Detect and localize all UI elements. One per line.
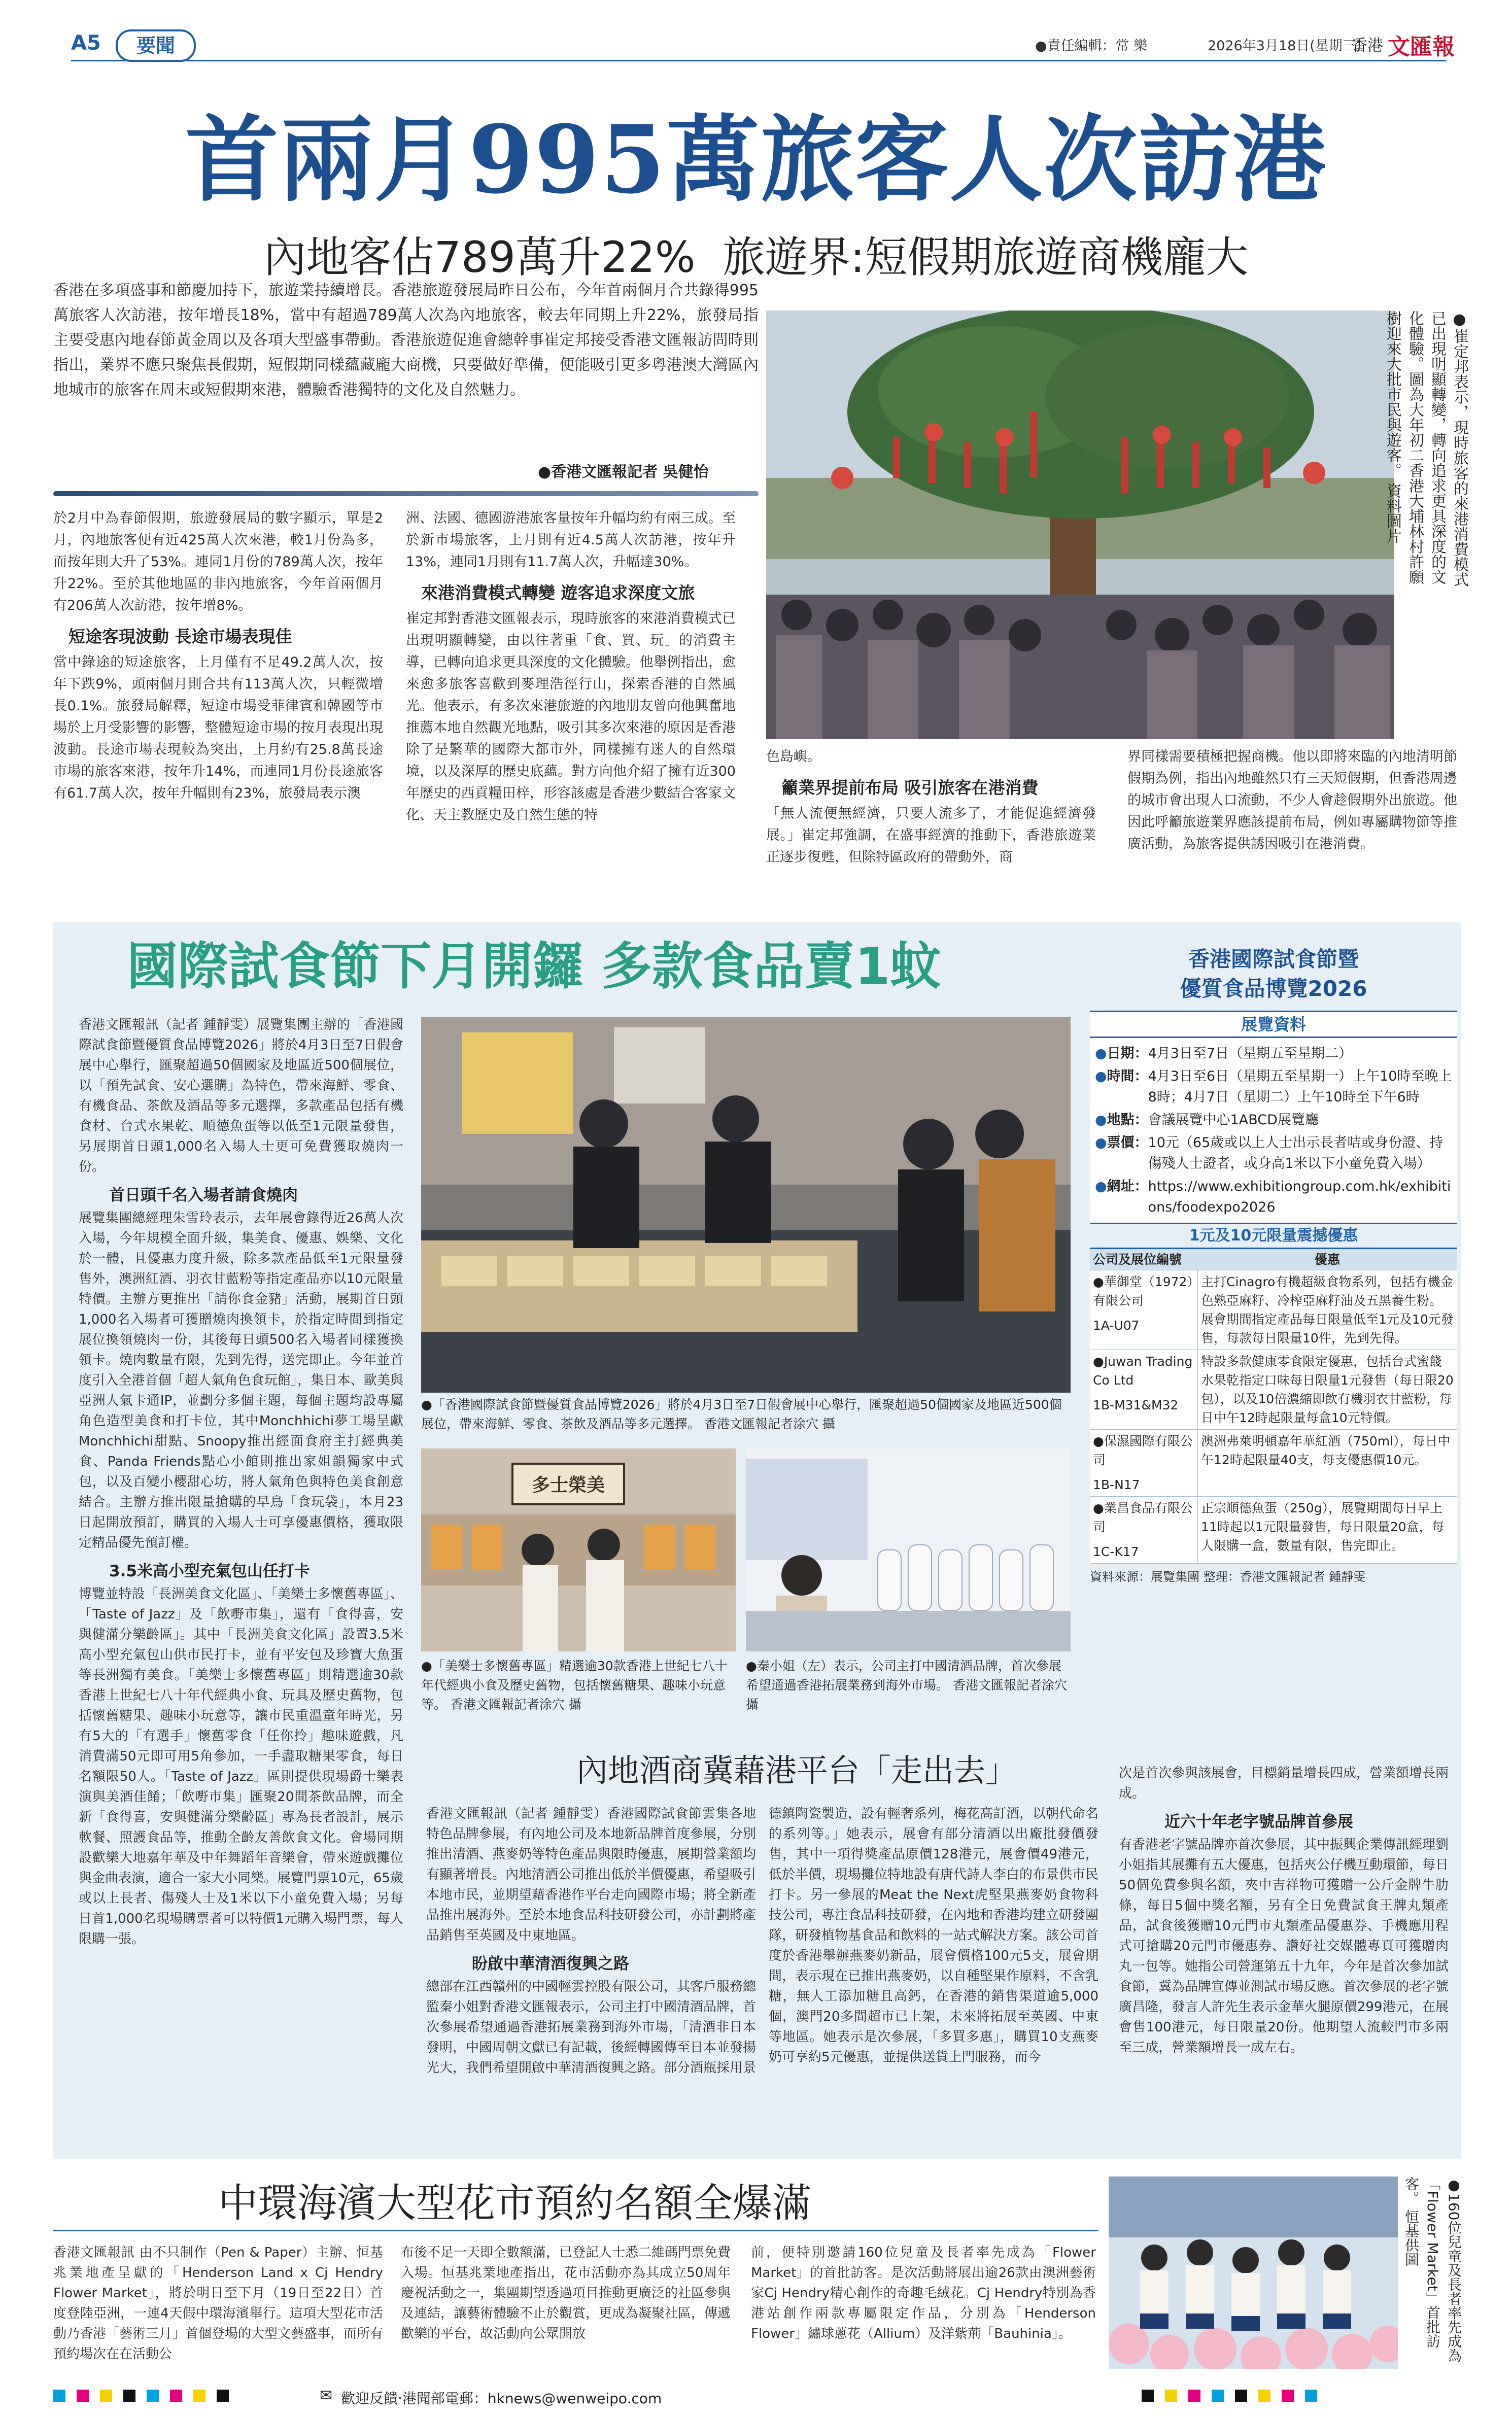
deals-header: 1元及10元限量震撼優惠 (1090, 1223, 1457, 1249)
paper-prefix: 香港 (1352, 37, 1383, 55)
food-column-1 (79, 1015, 403, 1949)
issue-date: 2026年3月18日(星期三) (1208, 38, 1362, 54)
paper-logo: 文匯報 (1388, 34, 1455, 60)
deals-table (1090, 1249, 1457, 1564)
liquor-col1-text: 香港文匯報訊（記者 鍾靜雯）香港國際試食節雲集各地特色品牌參展，有內地公司及本地新品牌首度參展，分別推出清酒、燕麥奶等特色產品與限時優惠，展期營業額均有顯著增長。內地清酒公司推出低於半價優惠，希望吸引本地市民，並期望藉香港作平台走向國際市場；將全新產品推出展海外。至於本地食品科技研發公司，亦計劃將產品銷售至英國及中東地區。 (426, 1806, 757, 1943)
editor-credit: ●責任編輯：常 樂 (1035, 38, 1148, 54)
liquor-subhead-2: 近六十年老字號品牌首參展 (1164, 1813, 1353, 1831)
food-col1-text: 香港文匯報訊（記者 鍾靜雯）展覽集團主辦的「香港國際試食節暨優質食品博覽2026」將於4月3日至7日假會展中心舉行，匯聚超過50個國家及地區近500個展位，以「預先試食、安心選購」為特色，帶來海鮮、零食、有機食品、茶飲及酒品等多元選擇，多款產品包括有機食材、台式水果乾、順德魚蛋等以低至1元限量發售，另展期首日頭1,000名入場人士更可免費獲取燒肉一份。 (79, 1017, 403, 1175)
expo-info-value: 10元（65歲或以上人士出示長者咭或身份證、持傷殘人士證者，或身高1米以下小童免費入場） (1148, 1135, 1444, 1171)
expo-info-label: 時間： (1107, 1068, 1148, 1084)
liquor-column-2: 德鎮陶瓷製造，設有輕奢系列，梅花高訂酒，以朝代命名的系列等。」她表示，展會有部分清酒以出廠批發價發售，其中一項得獎產品原價128港元，展會價49港元，低於半價，現場攤位特地設有唐代詩人李白的布景供市民打卡。另一參展的Meat the Next虎堅果燕麥奶食物科技公司，專注食品科技研發，在內地和香港均建立研發團隊，研發植物基食品和飲料的一站式解決方案。該公司首度於香港舉辦燕麥奶新品，展會價格100元5支，展會期間，表示現在已推出燕麥奶，以自種堅果作原料，不含乳糖，無人工添加糖且高鈣，在香港的銷售渠道逾5,000個，澳門20多間超市已上架，未來將拓展至英國、中東等地區。她表示是次參展，「多買多惠」，購買10支燕麥奶可享約5元優惠，並提供送貨上門服務，而今 (769, 1806, 1099, 2065)
deal-offer: 正宗順德魚蛋（250g），展覽期間每日早上11時起以1元限量發售，每日限量20盒，每人限購一盒，數量有限，售完即止。 (1201, 1501, 1445, 1553)
flower-column-2: 布後不足一天即全數額滿，已登記人士悉二維碼門票免費入場。恒基兆業地產指出，花市活動亦為其成立50周年慶祝活動之一，集團期望透過項目推動更廣泛的社區參與及連結，讓藝術體驗不止於觀賞，更成為凝聚社區，傳遞歡樂的平台，故活動向公眾開放 (401, 2245, 731, 2341)
deal-offer: 澳洲弗萊明頓嘉年華紅酒（750ml），每日中午12時起限量40支，每支優惠價10元。 (1201, 1434, 1451, 1467)
deal-booth: 1B-M31&M32 (1093, 1398, 1179, 1412)
lead-photo-caption: ●崔定邦表示，現時旅客的來港消費模式已出現明顯轉變，轉向追求更具深度的文化體驗。圖為大年初二香港大埔林村許願樹迎來大批市民與遊客。 資料圖片 (1384, 310, 1468, 587)
lead-photo-wishing-tree (766, 310, 1394, 739)
expo-box-title-2: 優質食品博覽2026 (1180, 976, 1367, 1001)
deals-table-row (1090, 1430, 1457, 1497)
liquor-column-3 (1119, 1763, 1449, 2058)
lead-intro: 香港在多項盛事和節慶加持下，旅遊業持續增長。香港旅遊發展局昨日公布，今年首兩個月合共錄得995萬旅客人次訪港，按年增長18%，當中有超過789萬人次為內地旅客，較去年同期上升22%，旅發局指主要受惠內地春節黃金周以及各項大型盛事帶動。香港旅遊促進會總幹事崔定邦接受香港文匯報訪問時則指出，業界不應只聚焦長假期，短假期同樣蘊藏龐大商機，只要做好準備，便能吸引更多粵港澳大灣區內地城市的旅客在周末或短假期來港，體驗香港獨特的文化及自然魅力。 (53, 282, 759, 399)
liquor-col3-text-b: 有香港老字號品牌亦首次參展，其中振興企業傳訊經理劉小姐指其展攤有五大優惠，包括夾公仔機互動環節，每日50個免費參與名額，夾中吉祥物可獲贈一公斤金牌牛肋條，每日5個中獎名額，另有全日免費試食王牌丸類產品，試食後獲贈10元門市丸類產品優惠券、手機應用程式可搶購20元門市優惠券、讚好社交媒體專頁可獲贈肉丸一包等。她指公司營運第五十九年，今年是首次參加試食節，冀為品牌宣傳並測試市場反應。首次參展的老字號廣昌隆，發言人許先生表示金華火腿原價299港元，在展會售100港元，每日限量20份。他期望人流較門市多兩至三成，營業額增長一成左右。 (1119, 1837, 1449, 2055)
food-photo-retro-shop (421, 1448, 736, 1651)
deals-col-company: 公司及展位編號 (1093, 1252, 1182, 1267)
lead-column-3 (766, 746, 1096, 868)
lead-subhead-3: 籲業界提前布局 吸引旅客在港消費 (781, 778, 1039, 798)
lead-col1-text-b: 當中錄途的短途旅客，上月僅有不足49.2萬人次，按年下跌9%，頭兩個月則合共有113萬人次，只輕微增長0.1%。旅發局解釋，短途市場受菲律賓和韓國等市場於上月受影響的影響，整體短途市場的按月表現出現波動。長途市場表現較為突出，上月約有25.8萬長途市場的旅客來港，按年升14%，而連同1月份長途旅客有61.7萬人次，按年升幅則有23%，旅發局表示澳 (53, 654, 383, 801)
lead-subhead-2: 來港消費模式轉變 遊客追求深度文旅 (421, 583, 695, 603)
expo-info-value: https://www.exhibitiongroup.com.hk/exhibitions/foodexpo2026 (1148, 1179, 1451, 1215)
lead-col3-text-b: 「無人流便無經濟，只要人流多了，才能促進經濟發展。」崔定邦強調，在盛事經濟的推動下，香港旅遊業正逐步復甦，但除特區政府的帶動外，商 (766, 806, 1096, 865)
flower-photo-caption: ●160位兒童及長者率先成為「Flower Market」首批訪客。 恒基供圖 (1403, 2177, 1462, 2363)
flower-rule (53, 2230, 1098, 2231)
deals-table-row (1090, 1270, 1457, 1350)
food-photo1-caption: ●「香港國際試食節暨優質食品博覽2026」將於4月3日至7日假會展中心舉行，匯聚超過50個國家及地區近500個展位，帶來海鮮、零食、茶飲及酒品等多元選擇。 香港文匯報記者涂穴 攝 (421, 1397, 1062, 1431)
lead-col2-text-b: 崔定邦對香港文匯報表示，現時旅客的來港消費模式已出現明顯轉變，由以往著重「食、買、玩」的消費主導，已轉向追求更具深度的文化體驗。他舉例指出，愈來愈多旅客喜歡到麥理浩徑行山，探索香港的自然風光。他表示，有多次來港旅遊的內地朋友曾向他興奮地推薦本地自然觀光地點，吸引其多次來港的原因是香港除了是繁華的國際大都市外，同樣擁有迷人的自然環境，以及深厚的歷史底蘊。對方向他介紹了擁有近300年歷史的西貢糧田梓，形容該處是香港少數結合客家文化、天主教歷史及自然生態的特 (406, 611, 736, 823)
color-registration-strip-right (1142, 2390, 1317, 2402)
lead-rule (53, 491, 759, 496)
deals-table-row (1090, 1350, 1457, 1430)
lead-col3-text: 色島嶼。 (766, 749, 821, 765)
deals-source: 資料來源：展覽集團 整理：香港文匯報記者 鍾靜雯 (1090, 1570, 1366, 1584)
food-photo2-caption: ●「美樂士多懷舊專區」精選逾30款香港上世紀七八十年代經典小食及歷史舊物，包括懷舊糖果、趣味小玩意等。 香港文匯報記者涂穴 攝 (421, 1659, 728, 1712)
expo-info-value: 4月3日至6日（星期五至星期一）上午10時至晚上8時；4月7日（星期二）上午10時至下午6時 (1148, 1068, 1452, 1105)
expo-info-label: 網址： (1107, 1179, 1148, 1194)
liquor-col3-text: 次是首次參與該展會，目標銷量增長四成，營業額增長兩成。 (1119, 1766, 1449, 1801)
expo-info-item: ● 票價： 10元（65歲或以上人士出示長者咭或身份證、持傷殘人士證者，或身高1米以下小童免費入場） (1095, 1132, 1452, 1174)
feedback-email-icon: ✉ (320, 2387, 333, 2404)
expo-info-list (1090, 1038, 1457, 1223)
food-subhead-2: 3.5米高小型充氣包山任打卡 (109, 1562, 310, 1580)
flower-headline: 中環海濱大型花市預約名額全爆滿 (218, 2181, 812, 2226)
expo-info-item: ● 網址： https://www.exhibitiongroup.com.hk/exhibitions/foodexpo2026 (1095, 1176, 1452, 1218)
food-headline: 國際試食節下月開鑼 多款食品賣1蚊 (127, 937, 941, 996)
liquor-col1-text-b: 總部在江西贛州的中國輕雲控股有限公司，其客戶服務總監秦小姐對香港文匯報表示，公司主打中國清酒品牌，首次參展希望通過香港拓展業務到海外市場，「清酒非日本發明，中國周朝文獻已有記載，後經轉國傳至日本並發揚光大，我們希望開啟中華清酒復興之路。部分酒瓶採用景 (426, 1979, 757, 2076)
deals-col-offer: 優惠 (1314, 1252, 1340, 1267)
expo-info-header: 展覽資料 (1090, 1011, 1457, 1038)
expo-box-title-1: 香港國際試食節暨 (1188, 947, 1359, 972)
deal-booth: 1A-U07 (1093, 1318, 1140, 1333)
flower-column-3: 前，便特別邀請160位兒童及長者率先成為「Flower Market」的首批訪客。是次活動將展出逾26款由澳洲藝術家Cj Hendry精心創作的奇趣毛絨花。Cj Hendry特別為香港站創作兩款專屬限定作品，分別為「Henderson Flower」繡球蔥花（Allium）及洋紫荊「Bauhinia」。 (751, 2245, 1096, 2341)
color-registration-strip (53, 2390, 229, 2402)
deal-offer: 特設多款健康零食限定優惠，包括台式蜜餞水果乾指定口味每日限量1元發售（每日限20包），以及10倍濃縮即飲有機羽衣甘藍粉，每日中午12時起限量每盒10元特價。 (1201, 1354, 1454, 1425)
lead-subhead-1: 短途客現波動 長途市場表現佳 (68, 627, 292, 646)
flower-photo-children (1109, 2177, 1398, 2369)
flower-column-1: 香港文匯報訊 由不只制作（Pen & Paper）主辦、恒基兆業地產呈獻的「Henderson Land x Cj Hendry Flower Market」，將於明日至下月（19日至22日）首度登陸亞洲，一連4天假中環海濱舉行。這項大型花市活動乃香港「藝術三月」首個登場的大型文藝盛事，而所有預約場次在在活動公 (53, 2245, 384, 2362)
deals-table-row (1090, 1497, 1457, 1564)
header-rule (71, 60, 1446, 61)
lead-column-1 (53, 507, 383, 804)
liquor-headline: 內地酒商冀藉港平台「走出去」 (576, 1752, 1017, 1789)
deal-company: ●華御堂（1972）有限公司 (1093, 1274, 1193, 1308)
food-photo3-caption: ●秦小姐（左）表示，公司主打中國清酒品牌，首次參展希望通過香港拓展業務到海外市場。 香港文匯報記者涂穴 攝 (746, 1659, 1067, 1712)
expo-info-item: ● 日期： 4月3日至7日（星期五至星期二） (1095, 1043, 1452, 1064)
lead-col1-text: 於2月中為春節假期，旅遊發展局的數字顯示，單是2月，內地旅客便有近425萬人次來港，較1月份為多，而按年則大升了53%。連同1月份的789萬人次，按年升22%。至於其他地區的非內地旅客，今年首兩個月有206萬人次訪港，按年增8%。 (53, 510, 383, 613)
expo-info-value: 會議展覽中心1ABCD展覽廳 (1148, 1112, 1319, 1128)
liquor-column-1 (426, 1804, 756, 2078)
food-subhead-1: 首日頭千名入場者請食燒肉 (109, 1186, 298, 1204)
expo-info-label: 日期： (1107, 1046, 1148, 1061)
deal-company: ●保濕國際有限公司 (1093, 1434, 1193, 1467)
expo-info-label: 地點： (1107, 1112, 1148, 1128)
food-photo-liquor-booth (746, 1448, 1071, 1651)
page-code: A5 (71, 31, 101, 55)
deals-table-header (1090, 1249, 1457, 1270)
lead-column-2 (406, 507, 736, 826)
lead-col2-text: 洲、法國、德國游港旅客量按年升幅均約有兩三成。至於新市場旅客，上月則有近4.5萬人次訪港，按年升13%，連同1月則有11.7萬人次，升幅達30%。 (406, 510, 736, 570)
food-photo-tasting-counter (421, 1017, 1071, 1393)
deal-offer: 主打Cinagro有機超級食物系列，包括有機金色熟亞麻籽、冷榨亞麻籽油及五黑養生粉。展會期間指定產品每日限量低至1元及10元發售，每款每日限量10件，先到先得。 (1201, 1274, 1454, 1345)
footer-feedback: 歡迎反饋‧港聞部電郵：hknews@wenweipo.com (341, 2390, 662, 2407)
expo-info-item: ● 時間： 4月3日至6日（星期五至星期一）上午10時至晚上8時；4月7日（星期二）上午10時至下午6時 (1095, 1066, 1452, 1108)
lead-byline: ●香港文匯報記者 吳健怡 (538, 463, 709, 481)
expo-info-item: ● 地點： 會議展覽中心1ABCD展覽廳 (1095, 1110, 1452, 1130)
liquor-subhead-1: 盼啟中華清酒復興之路 (472, 1955, 629, 1973)
deal-booth: 1C-K17 (1093, 1544, 1139, 1559)
expo-info-box (1090, 945, 1457, 1584)
footer-bar (0, 2379, 1512, 2417)
retro-shop-sign: 多士榮美 (531, 1475, 605, 1496)
expo-info-value: 4月3日至7日（星期五至星期二） (1148, 1046, 1353, 1061)
food-col1-text-c: 博覽並特設「長洲美食文化區」、「美樂士多懷舊專區」、「Taste of Jazz」及「飲嘢市集」，還有「食得喜，安與健滿分樂齡區」。其中「長洲美食文化區」設置3.5米高小型充氣包山供市民打卡，並有平安包及珍寶大魚蛋等長洲獨有美食。「美樂士多懷舊專區」則精選逾30款香港上世紀七八十年代經典小食、玩具及歷史舊物，包括懷舊糖果、趣味小玩意等，讓市民重溫童年時光，另有5大的「有選手」懷舊零食「任你拎」趣味遊戲，凡消費滿50元即可用5角參加，一手盡取糖果零食，每日名額限50人。「Taste of Jazz」區則提供現場爵士樂表演與美酒佳餚；「飲嘢市集」匯聚20間茶飲品牌，而全新「食得喜，安與健滿分樂齡區」專為長者設計，展示軟餐、照護食品等，推動全齡友善飲食文化。會場同期設歡樂大地嘉年華及中年舞蹈年音樂會，帶來遊戲攤位與金曲表演，適合一家大小同樂。展覽門票10元，65歲或以上長者、傷殘人士及1米以下小童免費入場；另每日首1,000名現場購票者可以特價1元購入場門票，每人限購一張。 (79, 1586, 403, 1947)
page-header (0, 0, 1512, 61)
deal-company: ●業昌食品有限公司 (1093, 1501, 1193, 1534)
food-col1-text-b: 展覽集團總經理朱雪玲表示，去年展會錄得近26萬人次入場，今年規模全面升級，集美食、優惠、娛樂、文化於一體，且優惠力度升級，除多款產品低至1元限量發售外，澳洲紅酒、羽衣甘藍粉等指定產品亦以10元限量特價。主辦方更推出「請你食金豬」活動，展期首日頭1,000名入場者可獲贈燒肉換領卡，於指定時間到指定展位換領燒肉一份，其後每日頭500名入場者同樣獲換領卡。燒肉數量有限，先到先得，送完即止。今年並首度引入全港首個「超人氣角色食玩館」，集日本、歐美與亞洲人氣卡通IP，並劃分多個主題，每個主題均設專屬角色造型美食和打卡位，其中Monchhichi夢工場呈獻Monchhichi甜點、Snoopy推出經面食府主打經典美食、Panda Friends點心小館則推出家姐韻獨家中式包，以及百變小櫻甜心坊，將人氣角色與特色美食創意結合。主辦方推出限量搶購的早鳥「食玩袋」，本月23日起開放預訂，購買的入場人士可享優惠價格，獲取限定精品優先預訂權。 (79, 1211, 403, 1550)
section-tag: 要聞 (116, 29, 196, 62)
lead-column-4: 界同樣需要積極把握商機。他以即將來臨的內地清明節假期為例，指出內地雖然只有三天短假期，但香港周邊的城市會出現人口流動，不少人會趁假期外出旅遊。他因此呼籲旅遊業界應該提前布局，例如專屬購物節等推廣活動，為旅客提供誘因吸引在港消費。 (1127, 749, 1457, 852)
lead-headline: 首兩月995萬旅客人次訪港 (185, 105, 1327, 215)
lead-subheadline: 內地客佔789萬升22% 旅遊界:短假期旅遊商機龐大 (263, 232, 1249, 282)
deal-company: ●Juwan Trading Co Ltd (1093, 1354, 1193, 1388)
deal-booth: 1B-N17 (1093, 1477, 1140, 1492)
expo-info-label: 票價： (1107, 1135, 1148, 1151)
